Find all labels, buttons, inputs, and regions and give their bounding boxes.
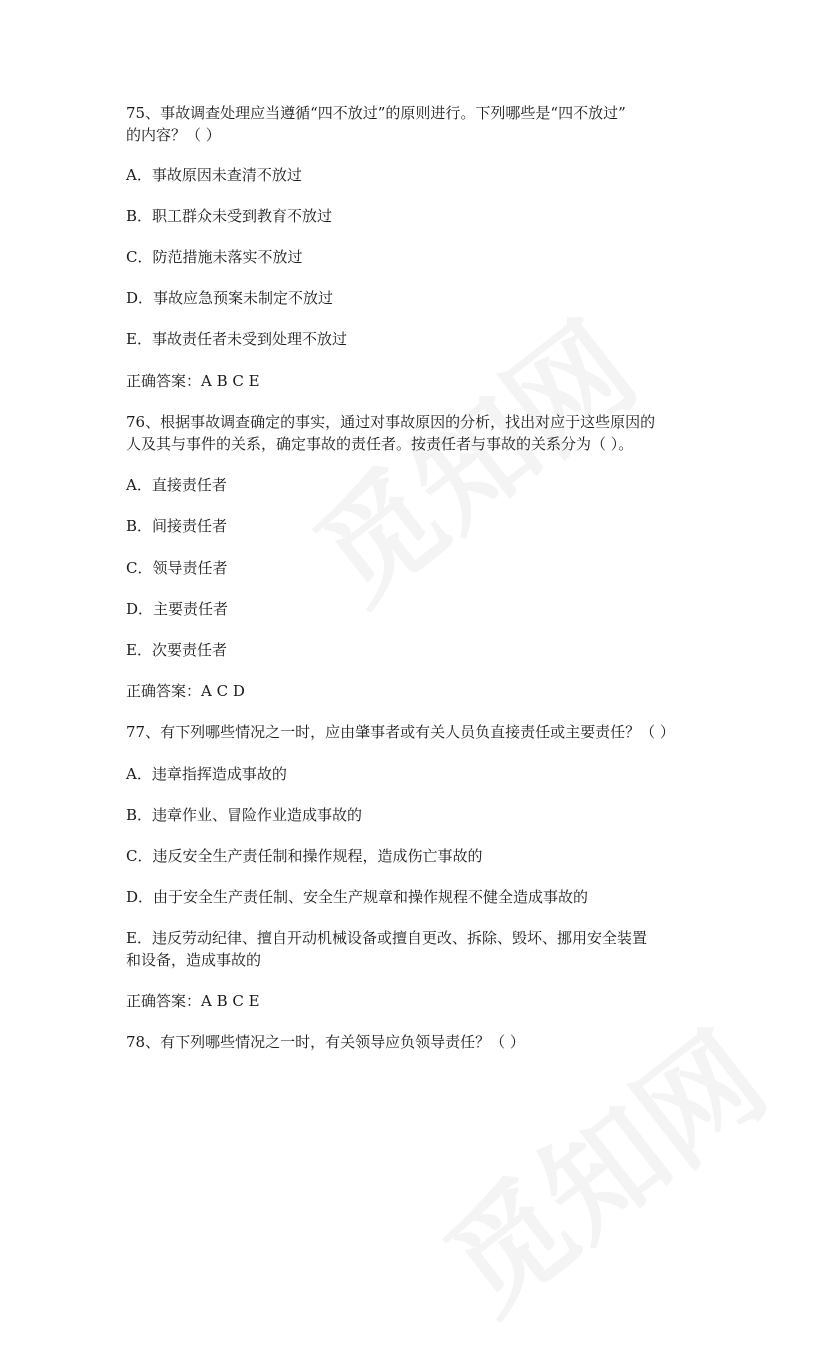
question-76-option-e: E．次要责任者 (126, 641, 227, 659)
question-76-stem-cont: 人及其与事件的关系，确定事故的责任者。按责任者与事故的关系分为（ ）。 (126, 435, 634, 453)
question-77-answer: 正确答案：A B C E (126, 992, 260, 1010)
question-75-stem-cont: 的内容？（ ） (126, 126, 221, 144)
question-75-stem: 75、事故调查处理应当遵循“四不放过”的原则进行。下列哪些是“四不放过” (126, 104, 626, 122)
question-78-stem: 78、有下列哪些情况之一时，有关领导应负领导责任？（ ） (126, 1033, 525, 1051)
question-77-option-c: C．违反安全生产责任制和操作规程，造成伤亡事故的 (126, 847, 483, 865)
question-77-option-e-cont: 和设备，造成事故的 (126, 951, 262, 969)
question-76-option-d: D．主要责任者 (126, 600, 229, 618)
question-75-option-d: D．事故应急预案未制定不放过 (126, 289, 334, 307)
question-76-answer: 正确答案：A C D (126, 682, 245, 700)
question-75-option-b: B．职工群众未受到教育不放过 (126, 207, 333, 225)
question-77-option-e: E．违反劳动纪律、擅自开动机械设备或擅自更改、拆除、毁坏、挪用安全装置 (126, 929, 647, 947)
question-77-option-d: D．由于安全生产责任制、安全生产规章和操作规程不健全造成事故的 (126, 888, 589, 906)
question-76-stem: 76、根据事故调查确定的事实，通过对事故原因的分析，找出对应于这些原因的 (126, 413, 656, 431)
question-75-option-c: C．防范措施未落实不放过 (126, 248, 303, 266)
question-77-stem: 77、有下列哪些情况之一时，应由肇事者或有关人员负直接责任或主要责任？（ ） (126, 723, 675, 741)
question-75-answer: 正确答案：A B C E (126, 372, 260, 390)
question-77-option-b: B．违章作业、冒险作业造成事故的 (126, 806, 363, 824)
question-76-option-a: A．直接责任者 (126, 476, 227, 494)
question-76-option-b: B．间接责任者 (126, 517, 228, 535)
question-76-option-c: C．领导责任者 (126, 559, 228, 577)
question-75-option-e: E．事故责任者未受到处理不放过 (126, 330, 347, 348)
question-75-option-a: A．事故原因未查清不放过 (126, 166, 302, 184)
question-77-option-a: A．违章指挥造成事故的 (126, 765, 287, 783)
